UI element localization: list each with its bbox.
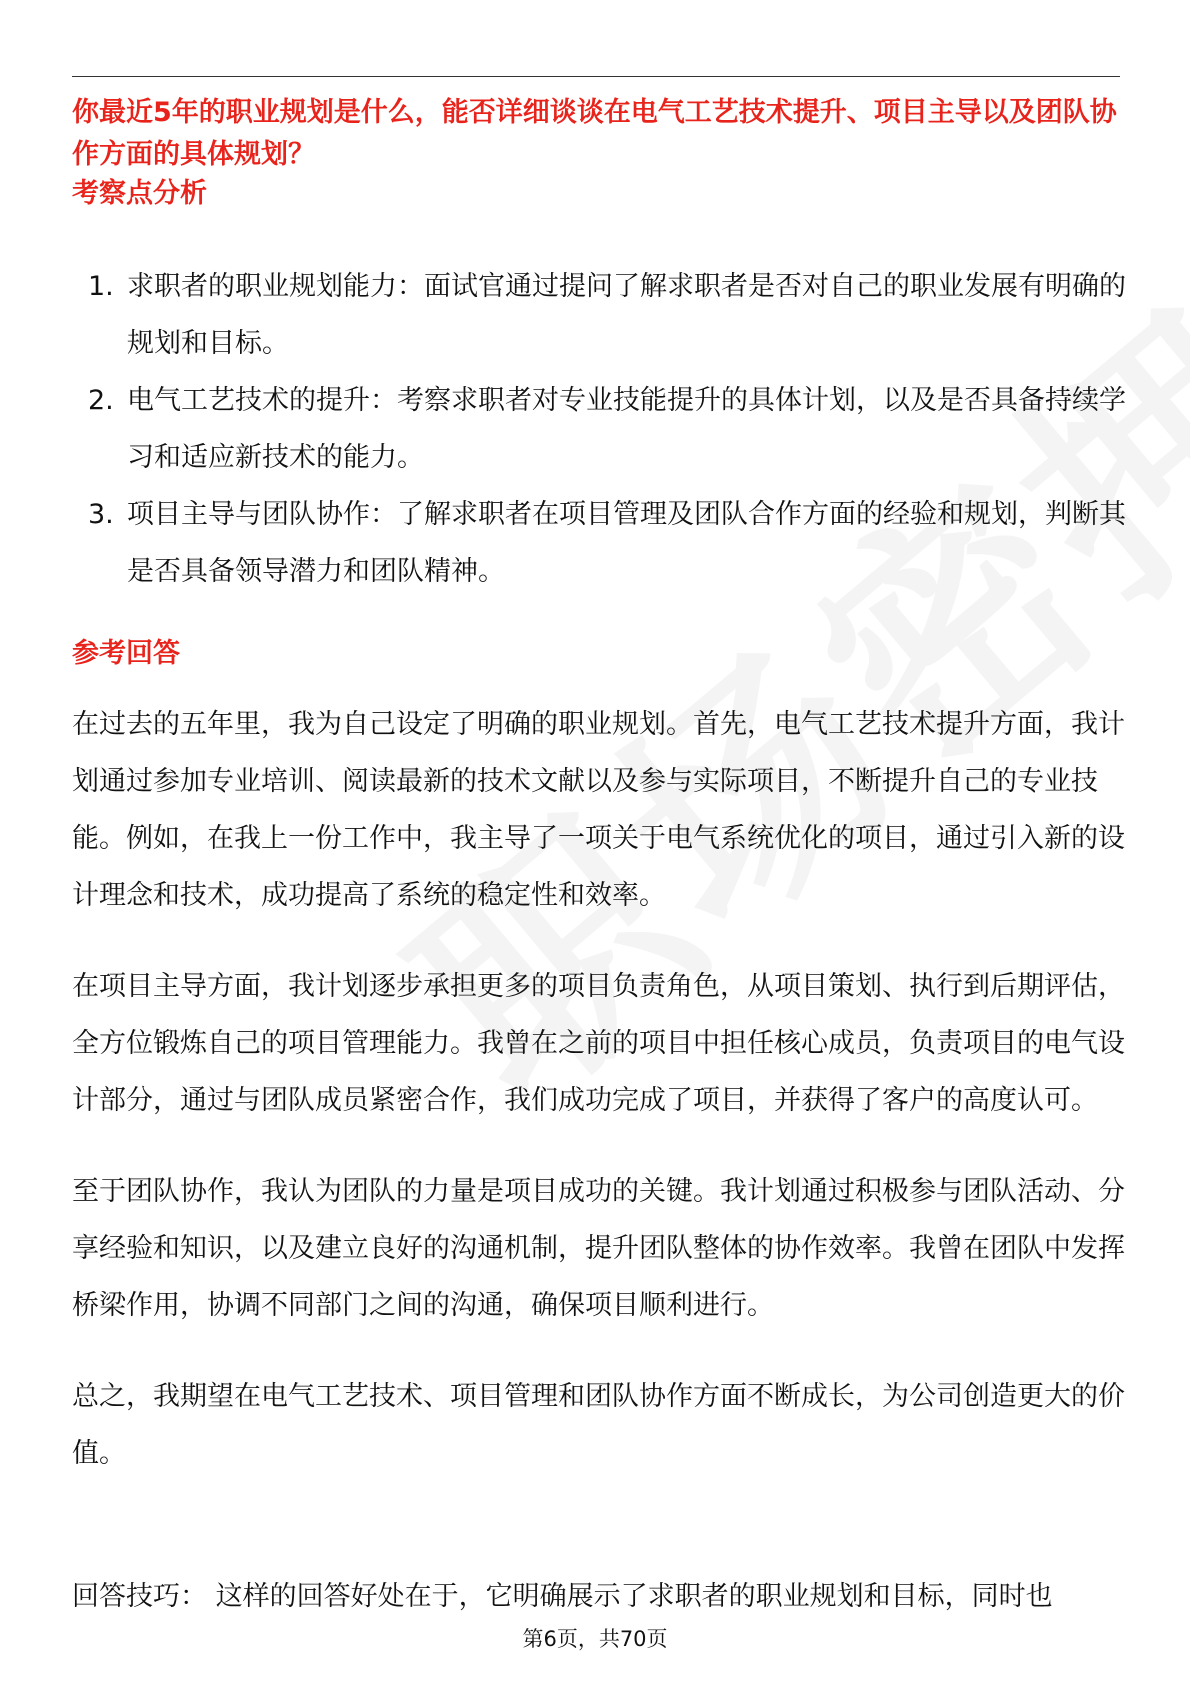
- answer-paragraph: 总之，我期望在电气工艺技术、项目管理和团队协作方面不断成长，为公司创造更大的价值。: [72, 1381, 1125, 1469]
- point-text: 电气工艺技术的提升：考察求职者对专业技能提升的具体计划，以及是否具备持续学习和适应新技术的能力。: [127, 385, 1126, 473]
- point-text: 项目主导与团队协作：了解求职者在项目管理及团队合作方面的经验和规划，判断其是否具备领导潜力和团队精神。: [127, 499, 1126, 587]
- answer-tip: 回答技巧： 这样的回答好处在于，它明确展示了求职者的职业规划和目标，同时也: [72, 1581, 1053, 1612]
- question-title: 你最近5年的职业规划是什么，能否详细谈谈在电气工艺技术提升、项目主导以及团队协作方面的具体规划？: [72, 97, 1117, 170]
- answer-paragraph: 在项目主导方面，我计划逐步承担更多的项目负责角色，从项目策划、执行到后期评估，全方位锻炼自己的项目管理能力。我曾在之前的项目中担任核心成员，负责项目的电气设计部分，通过与团队成员紧密合作，我们成功完成了项目，并获得了客户的高度认可。: [72, 971, 1125, 1116]
- analysis-point: [72, 372, 1132, 486]
- reference-heading: 参考回答: [72, 638, 180, 669]
- point-number: 1.: [88, 271, 114, 302]
- top-divider: [72, 76, 1120, 77]
- analysis-point: [72, 258, 1132, 372]
- analysis-heading: 考察点分析: [72, 178, 207, 209]
- answer-paragraph: 在过去的五年里，我为自己设定了明确的职业规划。首先，电气工艺技术提升方面，我计划通过参加专业培训、阅读最新的技术文献以及参与实际项目，不断提升自己的专业技能。例如，在我上一份工作中，我主导了一项关于电气系统优化的项目，通过引入新的设计理念和技术，成功提高了系统的稳定性和效率。: [72, 709, 1125, 911]
- analysis-points: [72, 258, 1132, 600]
- analysis-point: [72, 486, 1132, 600]
- point-text: 求职者的职业规划能力：面试官通过提问了解求职者是否对自己的职业发展有明确的规划和目标。: [127, 271, 1126, 359]
- answer-paragraph: 至于团队协作，我认为团队的力量是项目成功的关键。我计划通过积极参与团队活动、分享经验和知识，以及建立良好的沟通机制，提升团队整体的协作效率。我曾在团队中发挥桥梁作用，协调不同部门之间的沟通，确保项目顺利进行。: [72, 1176, 1125, 1321]
- page-footer: 第6页，共70页: [522, 1627, 668, 1651]
- reference-answer: [72, 696, 1132, 1516]
- point-number: 3.: [88, 499, 114, 530]
- point-number: 2.: [88, 385, 114, 416]
